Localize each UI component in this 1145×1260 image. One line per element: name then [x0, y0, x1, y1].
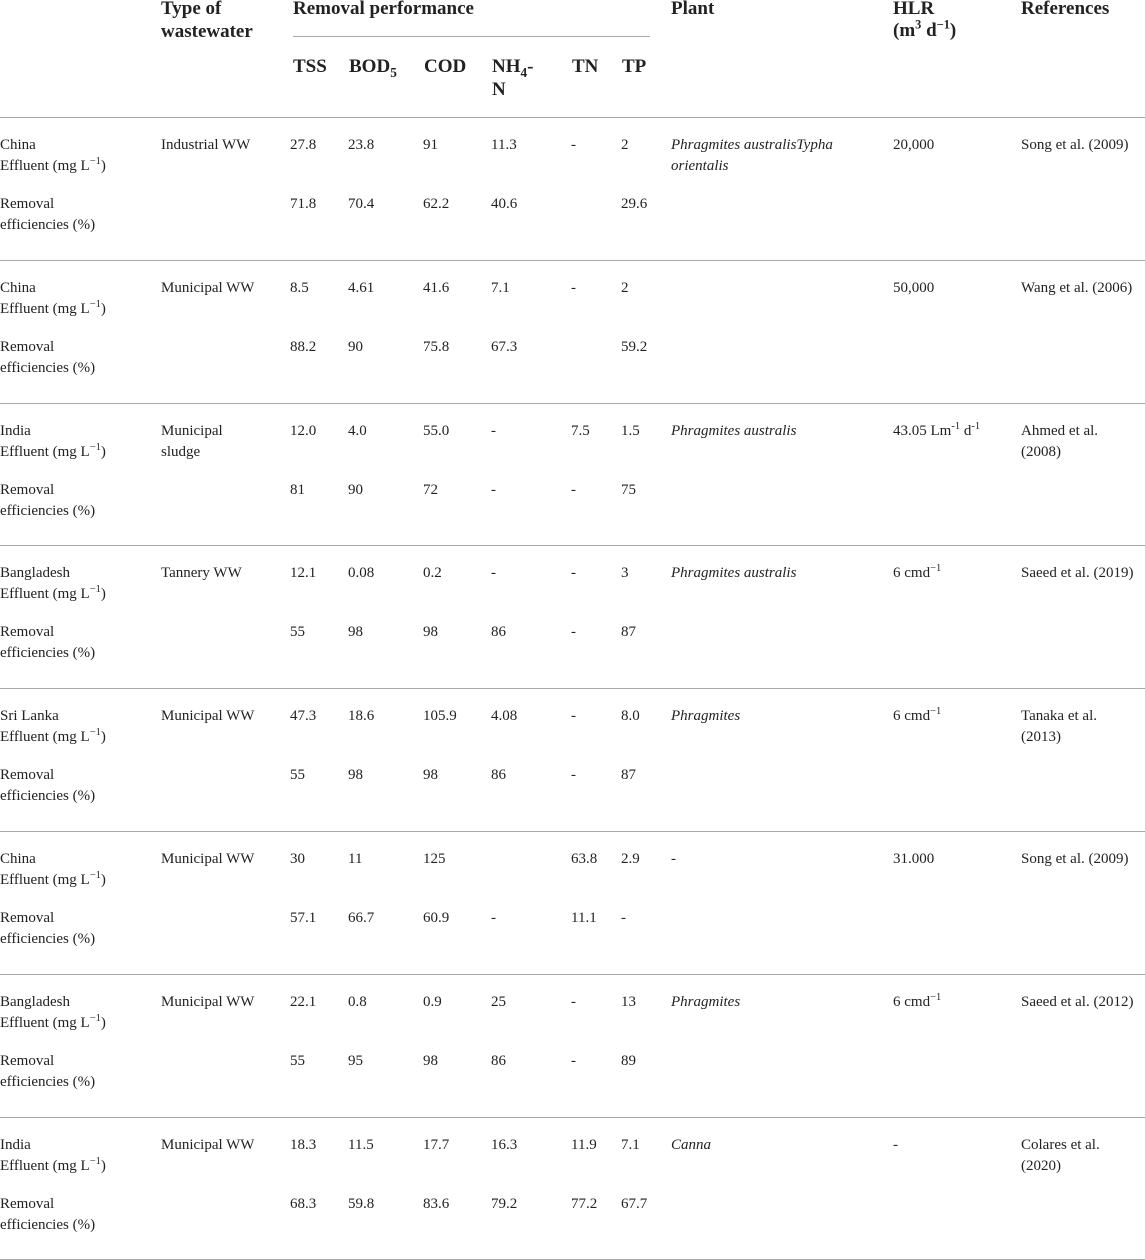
row-divider [0, 545, 1145, 546]
removal-label: Removal [0, 338, 55, 355]
removal-cod-cell: 98 [423, 624, 438, 641]
removal-label: Removal [0, 910, 55, 926]
header-nh4: $NH_4-$ [492, 56, 534, 80]
effluent-nh4-cell: 16.3 [491, 1136, 518, 1153]
effluent-tn-cell: - [571, 708, 576, 725]
removal-tn-cell: - [571, 624, 576, 641]
removal-tss-cell: 55 [290, 624, 305, 641]
effluent-nh4-cell: 7.1 [491, 279, 510, 296]
removal-label-cont: efficiencies (%) [0, 1216, 96, 1233]
removal-nh4-cell: - [491, 910, 496, 926]
effluent-tss-cell: 8.5 [290, 279, 309, 296]
removal-tp-cell: - [621, 910, 626, 926]
effluent-label: Effluent (mg $L^{-1}$) [0, 870, 106, 888]
removal-label: Removal [0, 767, 55, 784]
plant-cell: Phragmites australisTypha [671, 137, 833, 153]
effluent-label: Effluent (mg $L^{-1}$) [0, 441, 106, 460]
removal-label-cont: efficiencies (%) [0, 645, 96, 662]
effluent-nh4-cell: 25 [491, 993, 506, 1010]
wastewater-type-cell: Municipal WW [161, 851, 255, 867]
effluent-tp-cell: 8.0 [621, 708, 640, 725]
effluent-cod-cell: 0.9 [423, 993, 442, 1010]
header-hlr: HLR [893, 0, 935, 19]
effluent-cod-cell: 41.6 [423, 279, 450, 296]
country-cell: Sri Lanka [0, 708, 59, 725]
effluent-bod-cell: 18.6 [348, 708, 375, 725]
wastewater-type-cell: Industrial WW [161, 137, 251, 153]
effluent-label: Effluent (mg $L^{-1}$) [0, 298, 106, 317]
row-divider [0, 1117, 1145, 1118]
header-cod: COD [424, 56, 467, 77]
reference-cell: Saeed et al. (2012) [1021, 993, 1134, 1010]
plant-cell: Phragmites australis [671, 565, 797, 582]
removal-tn-cell: 77.2 [571, 1195, 598, 1212]
effluent-nh4-cell: 11.3 [491, 137, 517, 153]
removal-cod-cell: 62.2 [423, 196, 450, 212]
removal-cod-cell: 60.9 [423, 910, 450, 926]
effluent-nh4-cell: - [491, 422, 496, 439]
removal-tss-cell: 88.2 [290, 338, 317, 355]
effluent-tp-cell: 2 [621, 137, 629, 153]
removal-performance-rule [293, 36, 650, 37]
effluent-label: Effluent (mg $L^{-1}$) [0, 1012, 106, 1031]
reference-cell: Song et al. (2009) [1021, 851, 1129, 867]
plant-cell: Phragmites [671, 708, 741, 725]
hlr-cell: 6 cmd$^{-1}$ [893, 991, 942, 1010]
wastewater-type-cell: Municipal WW [161, 993, 255, 1010]
effluent-tss-cell: 12.1 [290, 565, 317, 582]
removal-tp-cell: 29.6 [621, 196, 648, 212]
header-tss: TSS [293, 56, 327, 77]
plant-cell: Phragmites australis [671, 422, 797, 439]
removal-label-cont: efficiencies (%) [0, 217, 96, 233]
header-tp: TP [622, 56, 647, 77]
effluent-label: Effluent (mg $L^{-1}$) [0, 584, 106, 603]
removal-bod-cell: 90 [348, 338, 363, 355]
country-cell: India [0, 422, 31, 439]
country-cell: Bangladesh [0, 565, 70, 582]
removal-tss-cell: 57.1 [290, 910, 317, 926]
plant-cell: - [671, 851, 676, 867]
hlr-cell: 50,000 [893, 279, 935, 296]
effluent-nh4-cell: 4.08 [491, 708, 518, 725]
reference-cell: Tanaka et al. [1021, 708, 1097, 725]
removal-cod-cell: 83.6 [423, 1195, 450, 1212]
removal-cod-cell: 72 [423, 481, 438, 498]
effluent-bod-cell: 4.61 [348, 279, 375, 296]
removal-bod-cell: 95 [348, 1052, 363, 1069]
effluent-tn-cell: 63.8 [571, 851, 598, 867]
removal-bod-cell: 66.7 [348, 910, 375, 926]
effluent-tp-cell: 2.9 [621, 851, 640, 867]
effluent-tn-cell: - [571, 993, 576, 1010]
effluent-bod-cell: 23.8 [348, 137, 375, 153]
effluent-tn-cell: 7.5 [571, 422, 590, 439]
country-cell: India [0, 1136, 31, 1153]
removal-label: Removal [0, 1195, 55, 1212]
effluent-cod-cell: 125 [423, 851, 446, 867]
removal-label: Removal [0, 196, 55, 212]
removal-label-cont: efficiencies (%) [0, 931, 96, 947]
removal-tp-cell: 89 [621, 1052, 636, 1069]
plant-cell: Canna [671, 1136, 712, 1153]
country-cell: China [0, 279, 36, 296]
removal-tn-cell: - [571, 481, 576, 498]
removal-tn-cell: - [571, 767, 576, 784]
effluent-cod-cell: 105.9 [423, 708, 457, 725]
removal-bod-cell: 98 [348, 767, 363, 784]
effluent-tss-cell: 47.3 [290, 708, 317, 725]
wastewater-type-cell: sludge [161, 443, 201, 460]
effluent-bod-cell: 11.5 [348, 1136, 374, 1153]
reference-cell: Colares et al. [1021, 1136, 1100, 1153]
effluent-tss-cell: 18.3 [290, 1136, 317, 1153]
removal-tp-cell: 87 [621, 767, 636, 784]
effluent-label: Effluent (mg $L^{-1}$) [0, 1155, 106, 1174]
effluent-cod-cell: 91 [423, 137, 438, 153]
removal-cod-cell: 75.8 [423, 338, 450, 355]
effluent-bod-cell: 0.08 [348, 565, 375, 582]
hlr-cell: 6 cmd$^{-1}$ [893, 706, 942, 725]
removal-nh4-cell: 86 [491, 1052, 506, 1069]
country-cell: Bangladesh [0, 993, 70, 1010]
removal-bod-cell: 70.4 [348, 196, 375, 212]
removal-nh4-cell: 79.2 [491, 1195, 518, 1212]
effluent-tn-cell: 11.9 [571, 1136, 597, 1153]
hlr-cell: 20,000 [893, 137, 935, 153]
plant-cell: Phragmites [671, 993, 741, 1010]
reference-cell: Saeed et al. (2019) [1021, 565, 1134, 582]
removal-bod-cell: 90 [348, 481, 363, 498]
removal-tss-cell: 68.3 [290, 1195, 317, 1212]
removal-label: Removal [0, 481, 55, 498]
removal-bod-cell: 59.8 [348, 1195, 375, 1212]
effluent-cod-cell: 55.0 [423, 422, 450, 439]
removal-tss-cell: 71.8 [290, 196, 317, 212]
effluent-tp-cell: 3 [621, 565, 629, 582]
removal-tn-cell: 11.1 [571, 910, 597, 926]
effluent-tn-cell: - [571, 565, 576, 582]
header-rule [0, 117, 1145, 118]
effluent-tss-cell: 22.1 [290, 993, 317, 1010]
effluent-tp-cell: 7.1 [621, 1136, 640, 1153]
reference-cell: Wang et al. (2006) [1021, 279, 1133, 296]
removal-cod-cell: 98 [423, 1052, 438, 1069]
removal-nh4-cell: 40.6 [491, 196, 518, 212]
wastewater-type-cell: Municipal [161, 422, 223, 439]
reference-cell: (2013) [1021, 729, 1061, 746]
effluent-label: Effluent (mg $L^{-1}$) [0, 727, 106, 746]
hlr-cell: - [893, 1136, 898, 1153]
effluent-tp-cell: 1.5 [621, 422, 640, 439]
hlr-cell: 43.05 $Lm^{-1}$ $d^{-1}$ [893, 420, 981, 439]
effluent-bod-cell: 11 [348, 851, 363, 867]
effluent-cod-cell: 0.2 [423, 565, 442, 582]
removal-label: Removal [0, 1052, 55, 1069]
effluent-tp-cell: 2 [621, 279, 629, 296]
effluent-tss-cell: 12.0 [290, 422, 317, 439]
wastewater-type-cell: Municipal WW [161, 279, 255, 296]
effluent-tn-cell: - [571, 137, 576, 153]
effluent-tp-cell: 13 [621, 993, 636, 1010]
removal-tss-cell: 81 [290, 481, 305, 498]
reference-cell: Song et al. (2009) [1021, 137, 1129, 153]
header-removal-performance: Removal performance [293, 0, 474, 19]
reference-cell: Ahmed et al. [1021, 422, 1099, 439]
header-tn: TN [572, 56, 599, 77]
removal-tp-cell: 67.7 [621, 1195, 648, 1212]
wastewater-type-cell: Municipal WW [161, 708, 255, 725]
removal-label: Removal [0, 624, 55, 641]
reference-cell: (2020) [1021, 1157, 1061, 1174]
header-bod: $BOD_5$ [349, 56, 397, 80]
removal-nh4-cell: 67.3 [491, 338, 518, 355]
wastewater-type-cell: Tannery WW [161, 565, 242, 582]
removal-tp-cell: 75 [621, 481, 636, 498]
effluent-label: Effluent (mg $L^{-1}$) [0, 156, 106, 174]
effluent-bod-cell: 0.8 [348, 993, 367, 1010]
row-divider [0, 831, 1145, 832]
header-wastewater: wastewater [161, 21, 253, 42]
removal-bod-cell: 98 [348, 624, 363, 641]
row-divider [0, 403, 1145, 404]
removal-tp-cell: 59.2 [621, 338, 648, 355]
effluent-bod-cell: 4.0 [348, 422, 367, 439]
hlr-cell: 6 cmd$^{-1}$ [893, 563, 942, 582]
header-type-of: Type of [161, 0, 222, 19]
row-divider [0, 688, 1145, 689]
removal-cod-cell: 98 [423, 767, 438, 784]
header-nh4-n: N [492, 79, 506, 100]
removal-nh4-cell: 86 [491, 624, 506, 641]
effluent-tn-cell: - [571, 279, 576, 296]
effluent-tss-cell: 27.8 [290, 137, 317, 153]
header-hlr-unit: ($m^3$ $d^{-1}$) [893, 17, 957, 41]
header-plant: Plant [671, 0, 715, 19]
plant-cell: orientalis [671, 158, 729, 174]
reference-cell: (2008) [1021, 443, 1061, 460]
removal-nh4-cell: 86 [491, 767, 506, 784]
removal-tn-cell: - [571, 1052, 576, 1069]
hlr-cell: 31.000 [893, 851, 935, 867]
country-cell: China [0, 137, 36, 153]
removal-label-cont: efficiencies (%) [0, 359, 96, 376]
removal-label-cont: efficiencies (%) [0, 1073, 96, 1090]
row-divider [0, 260, 1145, 261]
removal-tp-cell: 87 [621, 624, 636, 641]
header-references: References [1021, 0, 1110, 19]
removal-label-cont: efficiencies (%) [0, 788, 96, 805]
removal-tss-cell: 55 [290, 1052, 305, 1069]
wastewater-type-cell: Municipal WW [161, 1136, 255, 1153]
removal-tss-cell: 55 [290, 767, 305, 784]
removal-nh4-cell: - [491, 481, 496, 498]
country-cell: China [0, 851, 36, 867]
effluent-tss-cell: 30 [290, 851, 305, 867]
row-divider [0, 974, 1145, 975]
effluent-nh4-cell: - [491, 565, 496, 582]
effluent-cod-cell: 17.7 [423, 1136, 450, 1153]
removal-label-cont: efficiencies (%) [0, 502, 96, 519]
